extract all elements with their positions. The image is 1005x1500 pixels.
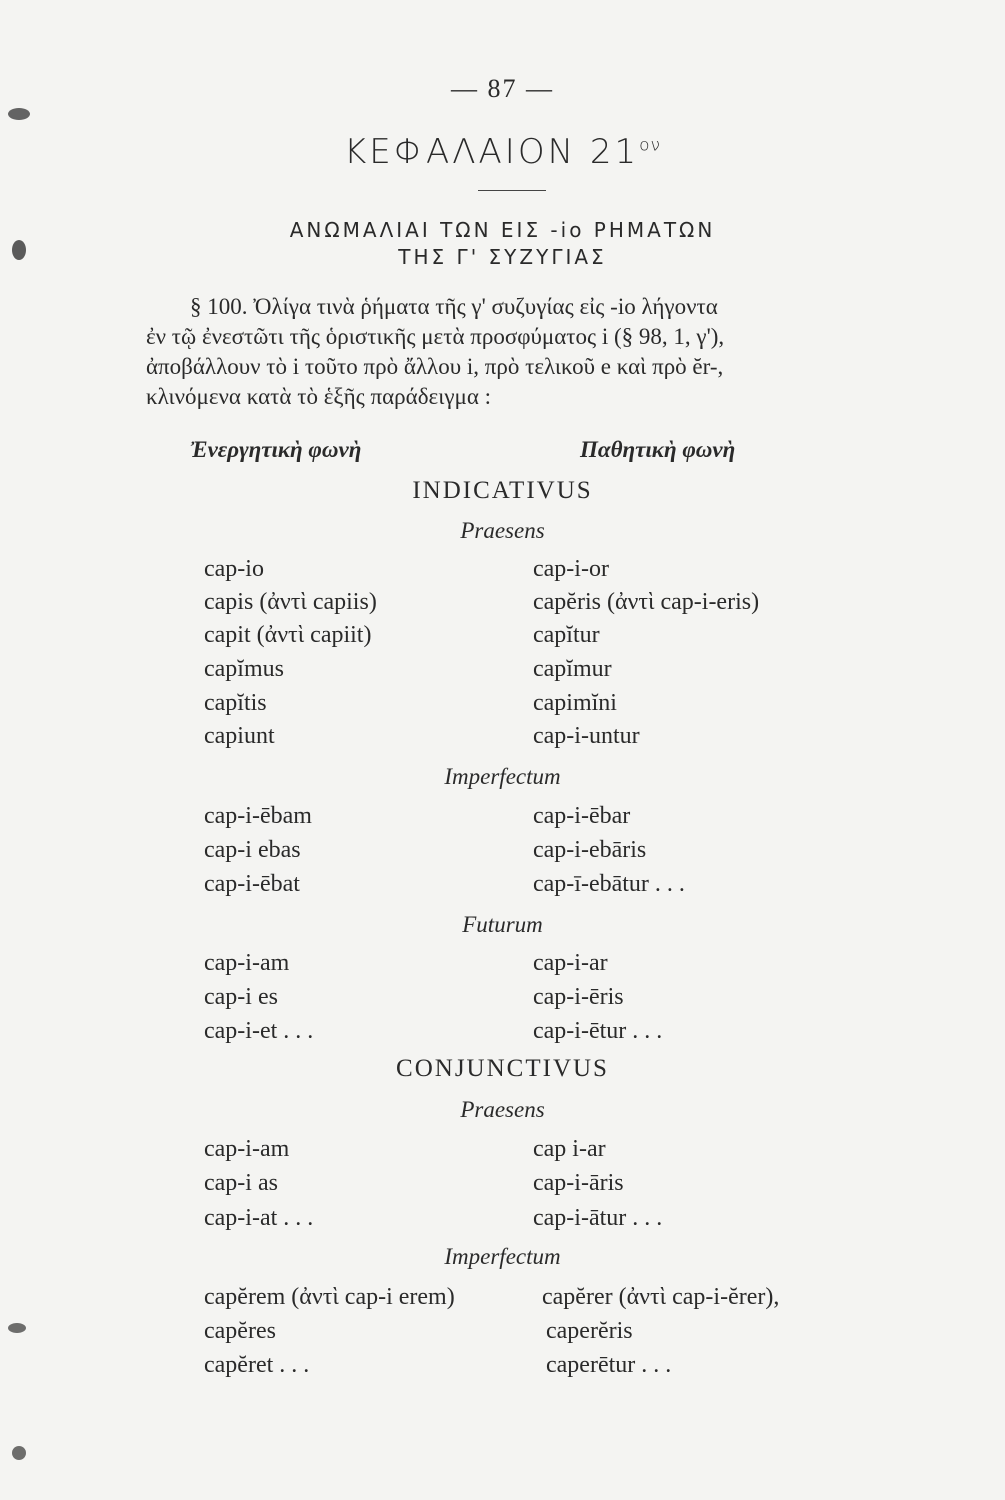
- chapter-heading: [0, 132, 1005, 172]
- page-number: — 87 —: [451, 74, 554, 103]
- active-form: capĕrem (ἀντὶ cap-i erem): [204, 1284, 455, 1310]
- subtitle-line-2: ΤΗΣ Γ' ΣΥΖΥΓΙΑΣ: [398, 245, 607, 269]
- passive-form: cap-i-ētur . . .: [533, 1018, 663, 1044]
- chapter-suffix: ον: [639, 135, 661, 156]
- active-form: cap-i es: [204, 984, 278, 1010]
- active-form: cap-i-am: [204, 1136, 290, 1162]
- passive-form: cap-i-ēbar: [533, 803, 631, 829]
- active-form: cap-i as: [204, 1170, 278, 1196]
- active-form: capĕret . . .: [204, 1352, 310, 1378]
- passive-form: capĭmur: [533, 656, 612, 682]
- scan-smudge: [8, 1323, 26, 1333]
- passive-voice-heading: Παθητικὴ φωνὴ: [580, 437, 736, 462]
- passive-form: cap i-ar: [533, 1136, 606, 1162]
- passive-form: caperĕris: [546, 1318, 633, 1344]
- mood-indicativus: INDICATIVUS: [412, 477, 593, 504]
- active-form: cap-i-et . . .: [204, 1018, 314, 1044]
- paragraph-line: ἀποβάλλουν τὸ i τοῦτο πρὸ ἄλλου i, πρὸ τελικοῦ e καὶ πρὸ ĕr-,: [146, 354, 724, 379]
- tense-imperfectum: Imperfectum: [444, 1244, 561, 1269]
- heading-divider: [478, 190, 546, 191]
- active-form: cap-i-am: [204, 950, 290, 976]
- active-form: capit (ἀντὶ capiit): [204, 622, 372, 648]
- paragraph-line: κλινόμενα κατὰ τὸ ἑξῆς παράδειγμα :: [146, 384, 492, 409]
- passive-form: capĕris (ἀντὶ cap-i-eris): [533, 589, 760, 615]
- tense-futurum: Futurum: [462, 912, 543, 937]
- active-form: cap-io: [204, 556, 264, 582]
- paragraph-line: § 100. Ὀλίγα τινὰ ῥήματα τῆς γ' συζυγίας εἰς -io λήγοντα: [190, 294, 718, 319]
- scan-smudge: [12, 1446, 26, 1460]
- active-form: capĭtis: [204, 690, 267, 716]
- passive-form: cap-i-ēris: [533, 984, 624, 1010]
- passive-form: capĕrer (ἀντὶ cap-i-ĕrer),: [542, 1284, 780, 1310]
- active-form: capis (ἀντὶ capiis): [204, 589, 377, 615]
- intro-paragraph: [146, 292, 906, 412]
- active-voice-heading: Ἐνεργητικὴ φωνὴ: [190, 437, 362, 462]
- tense-praesens: Praesens: [460, 518, 545, 543]
- active-form: capĕres: [204, 1318, 276, 1344]
- passive-form: capĭtur: [533, 622, 600, 648]
- passive-form: cap-i-ātur . . .: [533, 1205, 663, 1231]
- scan-smudge: [8, 108, 30, 120]
- active-form: capiunt: [204, 723, 275, 749]
- passive-form: cap-ī-ebātur . . .: [533, 871, 685, 897]
- active-form: capĭmus: [204, 656, 284, 682]
- passive-form: cap-i-ebāris: [533, 837, 647, 863]
- passive-form: cap-i-untur: [533, 723, 640, 749]
- tense-praesens: Praesens: [460, 1097, 545, 1122]
- active-form: cap-i-ēbam: [204, 803, 312, 829]
- scan-smudge: [12, 240, 26, 260]
- active-form: cap-i ebas: [204, 837, 301, 863]
- passive-form: cap-i-āris: [533, 1170, 624, 1196]
- mood-conjunctivus: CONJUNCTIVUS: [396, 1055, 609, 1082]
- subtitle-line-1: ΑΝΩΜΑΛΙΑΙ ΤΩΝ ΕΙΣ -io ΡΗΜΑΤΩΝ: [289, 218, 716, 242]
- active-form: cap-i-ēbat: [204, 871, 300, 897]
- passive-form: cap-i-or: [533, 556, 609, 582]
- passive-form: capimĭni: [533, 690, 617, 716]
- paragraph-line: ἐν τῷ ἐνεστῶτι τῆς ὁριστικῆς μετὰ προσφύματος i (§ 98, 1, γ'),: [146, 324, 725, 349]
- chapter-title: ΚΕΦΑΛΑΙΟΝ 21: [343, 132, 640, 172]
- passive-form: caperētur . . .: [546, 1352, 672, 1378]
- tense-imperfectum: Imperfectum: [444, 764, 561, 789]
- active-form: cap-i-at . . .: [204, 1205, 314, 1231]
- passive-form: cap-i-ar: [533, 950, 608, 976]
